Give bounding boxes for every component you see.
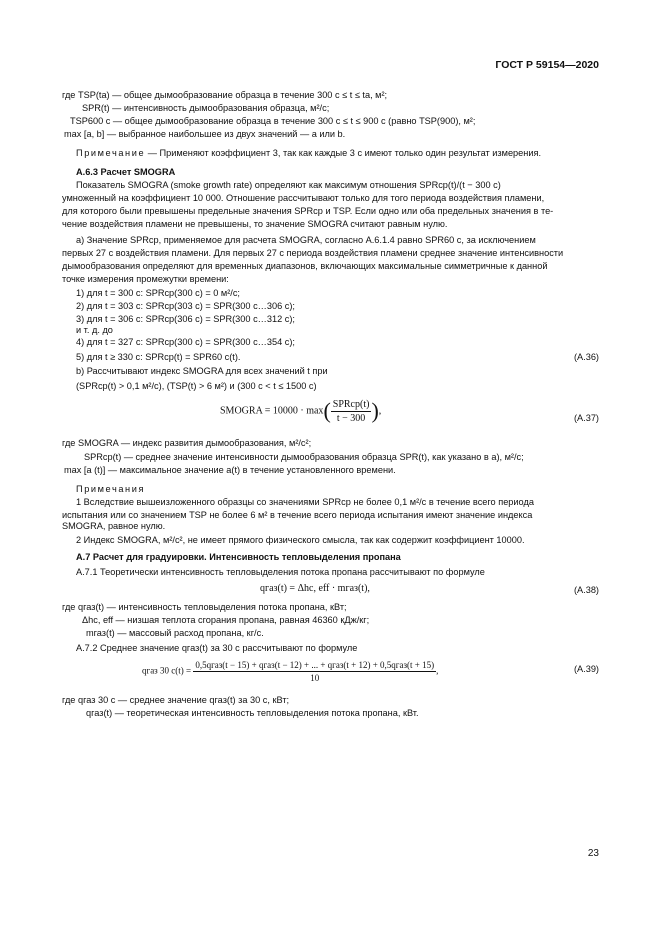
a63-pa-line2: первых 27 с воздействия пламени. Для первых 27 с периода воздействия пламени среднее значение интенсивности (62, 248, 564, 258)
note-1-label: Примечание (76, 148, 146, 158)
def-q-gas-theoretical: qгаз(t) — теоретическая интенсивность тепловыделения потока пропана, кВт. (86, 708, 419, 718)
standard-number: ГОСТ Р 59154—2020 (495, 59, 599, 71)
def-m-gas: mгаз(t) — массовый расход пропана, кг/с. (86, 628, 264, 638)
formula-a37-numerator: SPRср(t) (332, 398, 370, 410)
formula-a37-denominator: t − 300 (336, 412, 366, 424)
formula-a39-denominator: 10 (310, 673, 320, 683)
formula-a39-numerator: 0,5qгаз(t − 15) + qгаз(t − 12) + ... + qгаз(t + 12) + 0,5qгаз(t + 15) (195, 660, 435, 670)
def-q-gas: где qгаз(t) — интенсивность тепловыделения потока пропана, кВт; (62, 602, 347, 612)
note-1 (76, 148, 541, 159)
def-delta-h: Δhc, eff — низшая теплота сгорания пропана, равная 46360 кДж/кг; (82, 615, 370, 625)
note-2-1-line3: SMOGRA, равное нулю. (62, 521, 166, 531)
def-smogra: где SMOGRA — индекс развития дымообразования, м²/с²; (62, 438, 312, 448)
a72-text: А.7.2 Среднее значение qгаз(t) за 30 с рассчитывают по формуле (76, 643, 358, 653)
def-max: max [a, b] — выбранное наибольшее из двух значений — a или b. (64, 129, 346, 139)
notes-label: Примечания (76, 484, 146, 494)
time-item-3: 3) для t = 306 с: SPRср(306 с) = SPR(300 с…312 с); (76, 314, 295, 324)
def-q-gas-30: где qгаз 30 с — среднее значение qгаз(t) за 30 с, кВт; (62, 695, 290, 705)
note-2-2: 2 Индекс SMOGRA, м²/с², не имеет прямого физического смысла, так как содержит коэффициент 10000. (76, 535, 525, 545)
a63-p1-line4: чение воздействия пламени не превышены, то значение SMOGRA считают равным нулю. (62, 219, 448, 229)
formula-a39: qгаз 30 с(t) = 0,5qгаз(t − 15) + qгаз(t − 12) + ... + qгаз(t + 12) + 0,5qгаз(t + 15) 10 , (142, 660, 439, 683)
a63-pb-line1: b) Рассчитывают индекс SMOGRA для всех значений t при (76, 366, 328, 376)
time-item-1: 1) для t = 300 с: SPRср(300 с) = 0 м²/с; (76, 288, 240, 298)
page-number: 23 (587, 848, 599, 859)
note-2-1-line1: 1 Вследствие вышеизложенного образцы со значениями SPRср не более 0,1 м²/с в течение всего периода (76, 497, 534, 507)
a63-p1-line1: Показатель SMOGRA (smoke growth rate) определяют как максимум отношения SPRср(t)/(t − 300 c) (76, 180, 501, 190)
equation-number-a36: (А.36) (573, 352, 599, 362)
def-spr: SPR(t) — интенсивность дымообразования образца, м²/с; (82, 103, 330, 113)
a63-pa-line3: дымообразования определяют для временных диапазонов, включающих максимальные симметричные к данной (62, 261, 548, 271)
def-tsp: где TSP(ta) — общее дымообразование образца в течение 300 с ≤ t ≤ ta, м²; (62, 90, 388, 100)
a63-pa-line4: точке измерения промежутки времени: (62, 274, 229, 284)
a63-p1-line3: для которого были превышены предельные значения SPRср и TSP. Если одно или оба предельных значения в те- (62, 206, 554, 216)
formula-a37-fraction (331, 399, 372, 424)
right-paren: ) (371, 398, 379, 423)
a63-pb-line2: (SPRср(t) > 0,1 м²/с), (TSP(t) > 6 м²) и (300 c < t ≤ 1500 c) (76, 381, 317, 391)
note-1-text: — Применяют коэффициент 3, так как каждые 3 с имеют только один результат измерения. (147, 148, 542, 158)
formula-a39-fraction (193, 660, 436, 683)
section-a63-heading: А.6.3 Расчет SMOGRA (76, 167, 176, 177)
def-tsp600: TSP600 c — общее дымообразование образца в течение 300 с ≤ t ≤ 900 с (равно TSP(900), м²; (70, 116, 476, 126)
formula-a38: qгаз(t) = Δhc, eff · mгаз(t), (260, 583, 370, 594)
def-sprcp: SPRср(t) — среднее значение интенсивности дымообразования образца SPR(t), как указано в а), м²/с; (84, 452, 524, 462)
note-2-1-line2: испытания или со значением TSP не более 6 м² в течение всего периода испытания имеют значение индекса (62, 510, 533, 520)
equation-number-a39: (А.39) (573, 664, 599, 674)
time-item-5: 5) для t ≥ 330 с: SPRср(t) = SPR60 c(t). (76, 352, 241, 362)
def-max-a: max [a (t)] — максимальное значение a(t) в течение установленного времени. (64, 465, 396, 475)
left-paren: ( (323, 398, 331, 423)
time-item-4: 4) для t = 327 с: SPRср(300 с) = SPR(300 с…354 с); (76, 337, 295, 347)
formula-a37-lhs: SMOGRA = 10000 · max (220, 405, 324, 417)
a71-text: А.7.1 Теоретически интенсивность тепловыделения потока пропана рассчитывают по формуле (76, 567, 485, 577)
formula-a39-lhs: qгаз 30 с(t) = (142, 665, 192, 676)
formula-a37: SMOGRA = 10000 · max( $\frac{\text{SPRср(t)}}{t - 300}$ ), (220, 398, 382, 424)
section-a7-heading: А.7 Расчет для градуировки. Интенсивность тепловыделения пропана (76, 552, 401, 562)
a63-pa-line1: а) Значение SPRср, применяемое для расчета SMOGRA, согласно А.6.1.4 равно SPR60 c, за исключением (76, 235, 536, 245)
time-item-2: 2) для t = 303 с: SPRср(303 с) = SPR(300 с…306 с); (76, 301, 295, 311)
equation-number-a38: (А.38) (573, 585, 599, 595)
equation-number-a37: (А.37) (573, 413, 599, 423)
time-item-etc: и т. д. до (76, 325, 113, 335)
a63-p1-line2: умноженный на коэффициент 10 000. Отношение рассчитывают только для того периода воздействия пламени, (62, 193, 545, 203)
